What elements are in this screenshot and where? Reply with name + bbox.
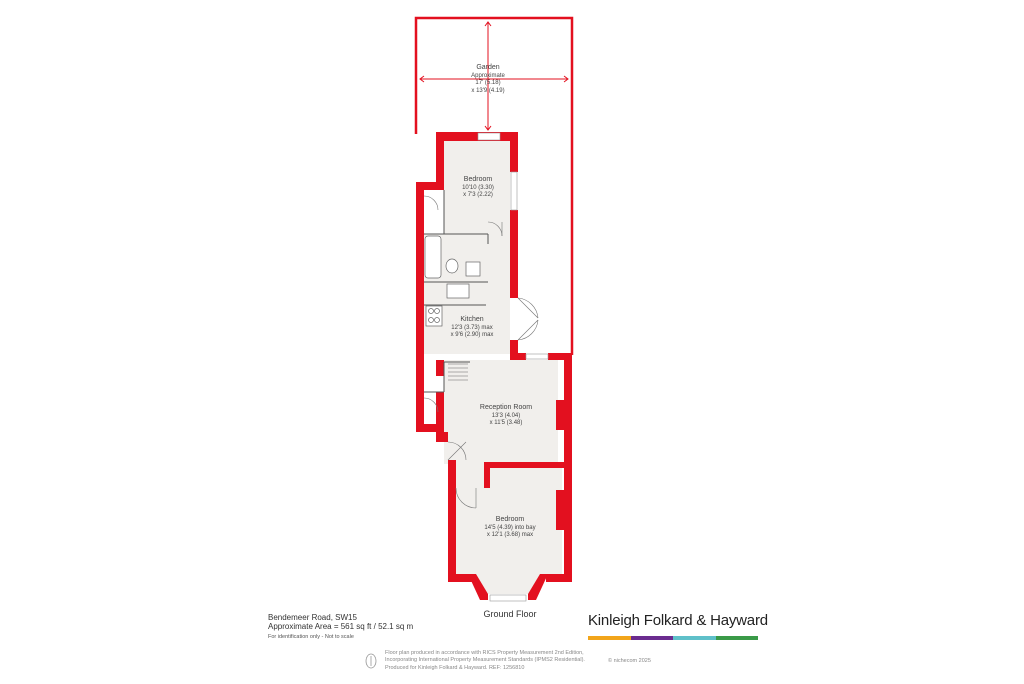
identification-note: For identification only - Not to scale <box>268 634 354 640</box>
toilet-icon <box>446 259 458 273</box>
property-address: Bendemeer Road, SW15 <box>268 613 357 622</box>
kitchen-name: Kitchen <box>460 316 484 323</box>
brand-bar-segment <box>588 636 631 640</box>
bedroom-rear-label <box>438 176 518 200</box>
bedroom-rear-dim-2: x 7'3 (2.22) <box>463 192 493 199</box>
bedroom-front-name: Bedroom <box>495 516 525 523</box>
brand-name: Kinleigh Folkard & Hayward <box>588 612 768 629</box>
bedroom-rear-dim-1: 10'10 (3.30) <box>462 184 494 191</box>
reception-dim-1: 13'3 (4.04) <box>491 412 521 419</box>
reception-dim-2: x 11'5 (3.48) <box>489 420 523 427</box>
bath-icon <box>425 236 441 278</box>
kitchen-dim-1: 12'3 (3.73) max <box>451 324 493 331</box>
brand-bar-segment <box>631 636 674 640</box>
brand-bar-segment <box>716 636 759 640</box>
garden-dim-3: x 13'9 (4.19) <box>471 87 505 94</box>
basin-icon <box>466 262 480 276</box>
rics-icon <box>365 653 377 669</box>
footnote-line-3: Produced for Kinleigh Folkard & Hayward. REF: 1256810 <box>385 664 525 671</box>
bedroom-front-dim-1: 14'5 (4.39) into bay <box>484 524 536 531</box>
garden-dim-1: Approximate <box>471 72 505 79</box>
garden-label <box>448 64 528 95</box>
garden-dim-2: 17' (5.18) <box>475 80 501 87</box>
footnote-line-2: Incorporating International Property Measurement Standards (IPMS2 Residential). <box>385 657 585 664</box>
reception-name: Reception Room <box>479 404 533 411</box>
garden-name: Garden <box>476 64 500 71</box>
sink-icon <box>447 284 469 298</box>
brand-color-bar <box>588 636 758 640</box>
brand-bar-segment <box>673 636 716 640</box>
reception-label <box>464 404 548 428</box>
bedroom-rear-name: Bedroom <box>463 176 493 183</box>
footnote <box>385 650 685 672</box>
bedroom-front-label <box>462 516 558 540</box>
kitchen-label <box>432 316 512 340</box>
bedroom-front-dim-2: x 12'1 (3.68) max <box>486 532 534 539</box>
floor-label: Ground Floor <box>483 609 537 619</box>
footnote-line-1: Floor plan produced in accordance with RICS Property Measurement 2nd Edition, <box>385 650 584 656</box>
copyright: © nichecom 2025 <box>608 658 651 664</box>
kitchen-dim-2: x 9'6 (2.90) max <box>450 332 494 339</box>
approximate-area: Approximate Area = 561 sq ft / 52.1 sq m <box>268 622 414 631</box>
